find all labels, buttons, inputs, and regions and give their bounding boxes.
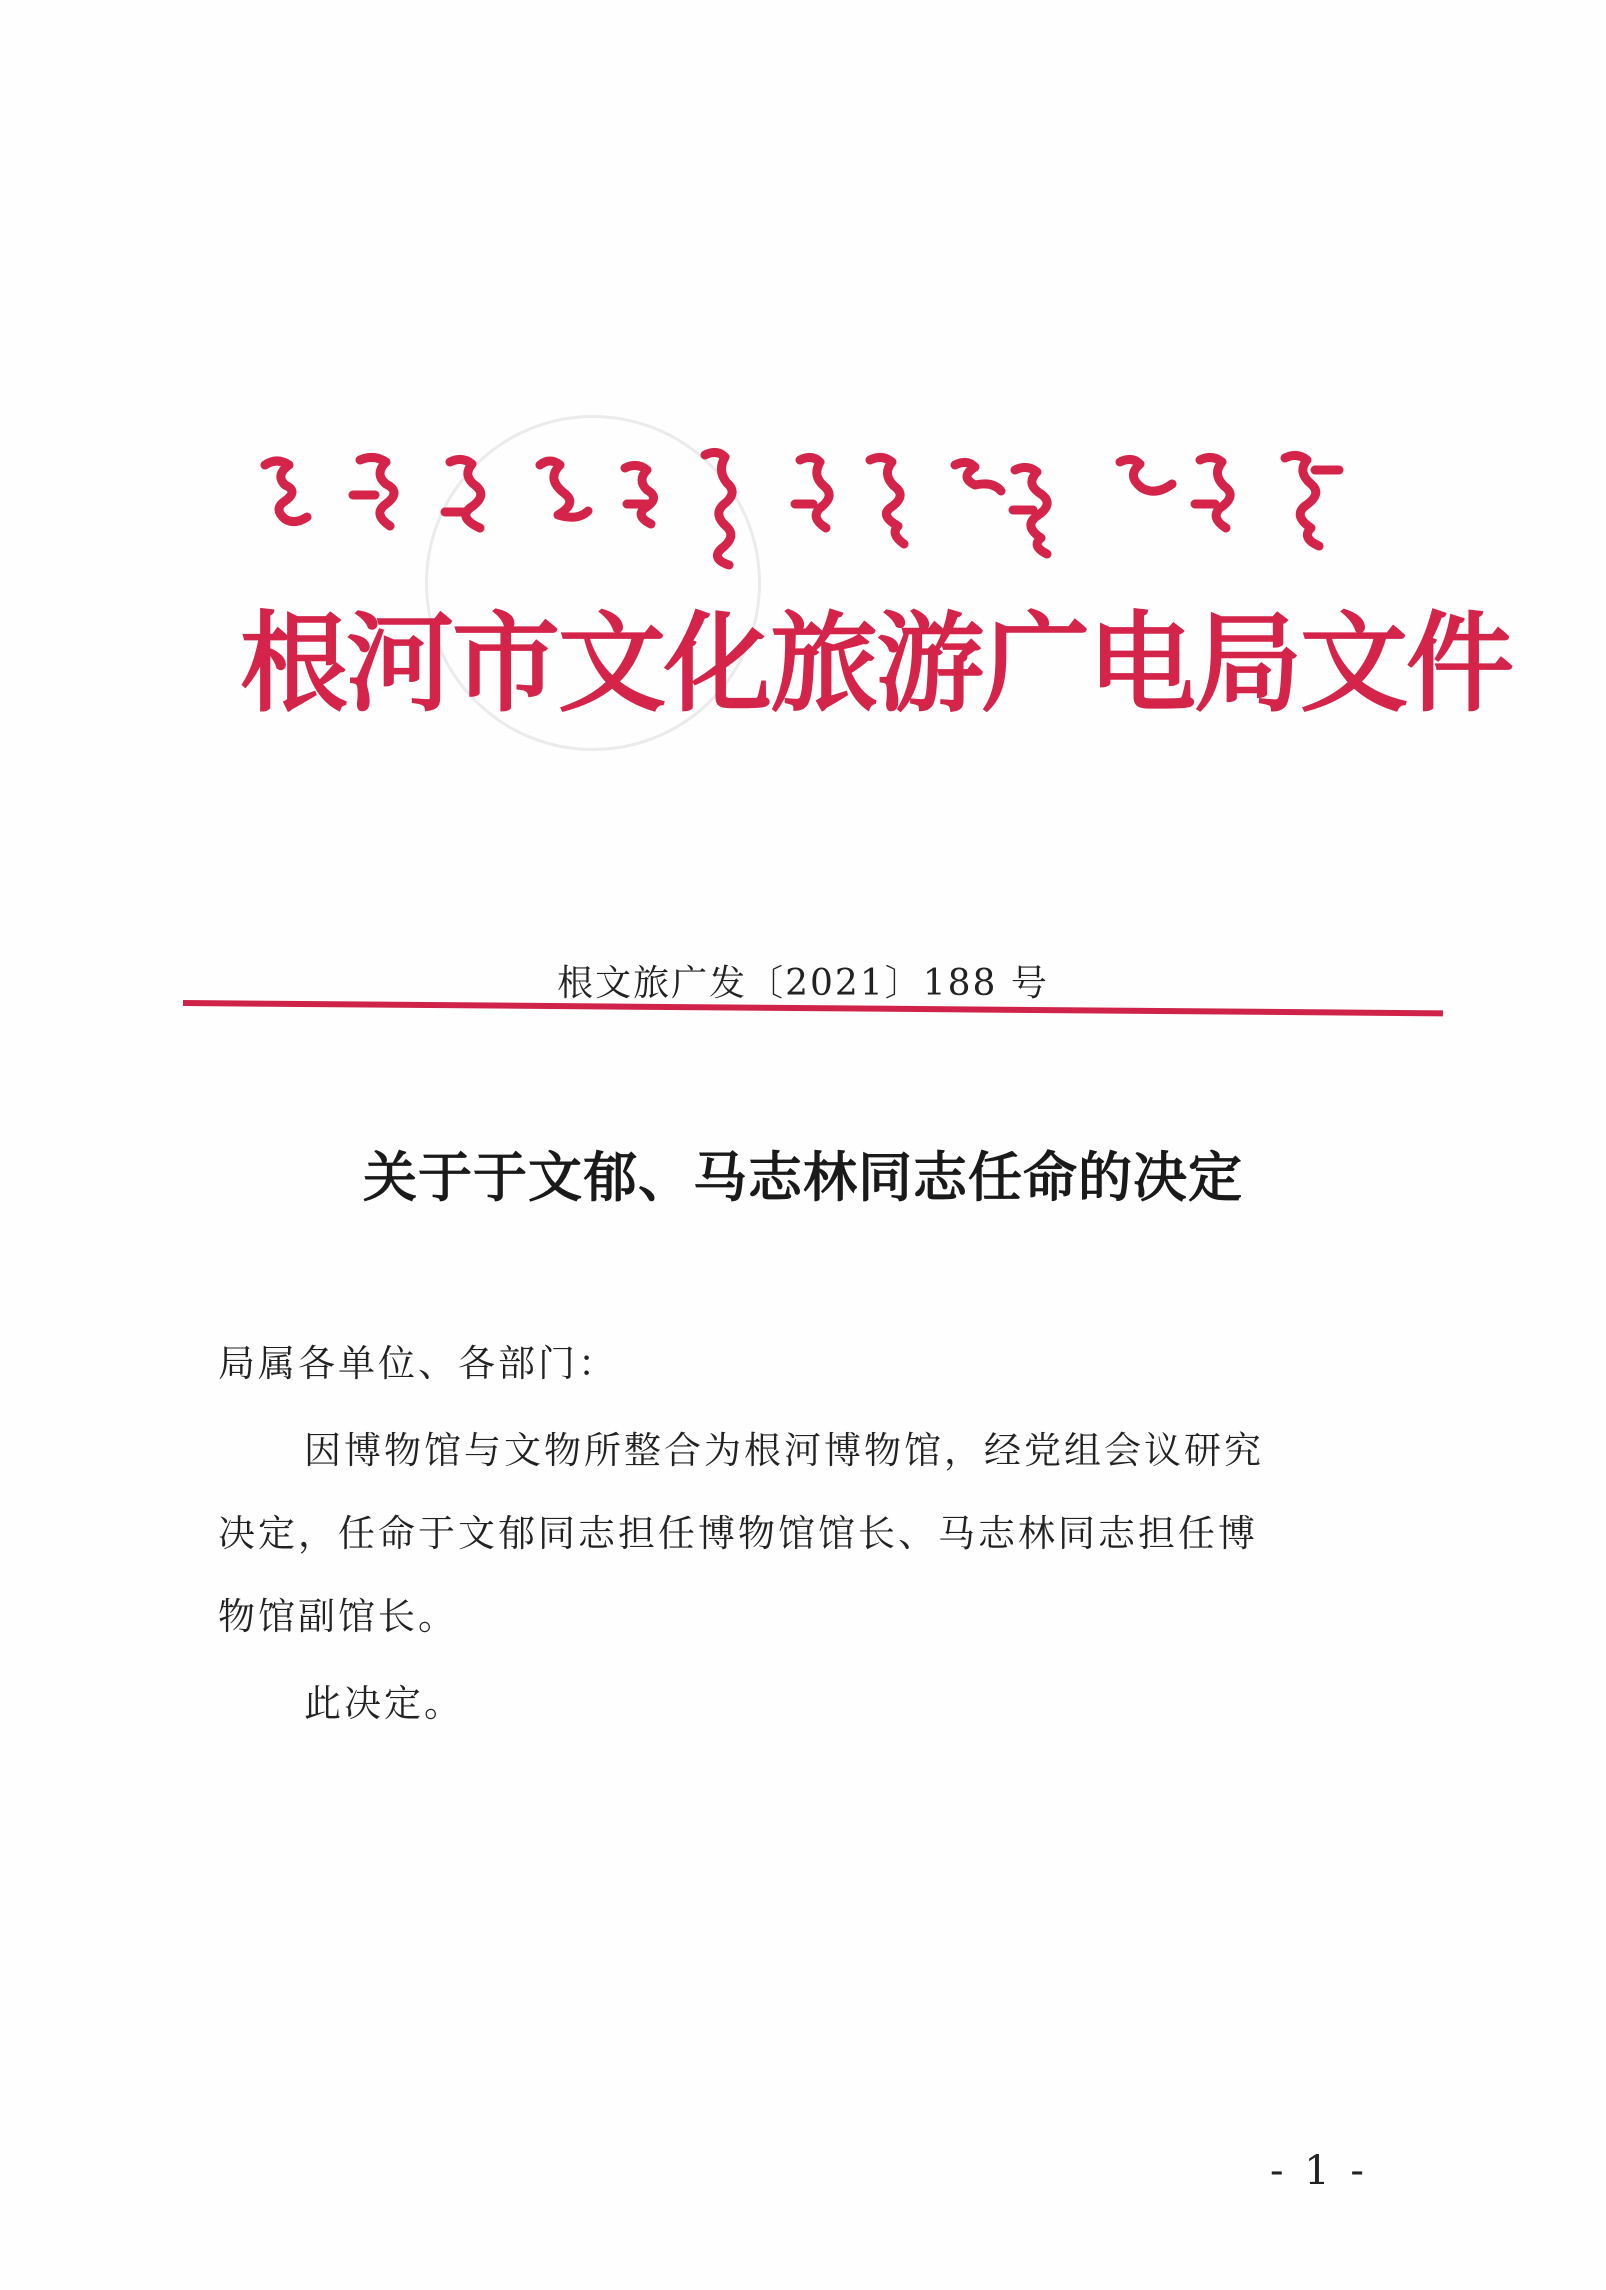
page-number: - 1 - [1270, 2148, 1368, 2194]
body-line-1: 因博物馆与文物所整合为根河博物馆，经党组会议研究 [304, 1429, 1264, 1472]
closing-statement: 此决定。 [304, 1682, 464, 1725]
document-number: 根文旅广发〔2021〕188 号 [557, 963, 1049, 1004]
document-title: 关于于文郁、马志林同志任命的决定 [363, 1145, 1243, 1209]
mongolian-script-graphic [255, 440, 1385, 590]
salutation: 局属各单位、各部门： [218, 1342, 618, 1385]
mongolian-header-script [255, 440, 1385, 590]
body-line-3: 物馆副馆长。 [218, 1595, 458, 1638]
body-line-2: 决定，任命于文郁同志担任博物馆馆长、马志林同志担任博 [218, 1512, 1258, 1555]
issuing-authority-title: 根河市文化旅游广电局文件 [240, 602, 1513, 727]
